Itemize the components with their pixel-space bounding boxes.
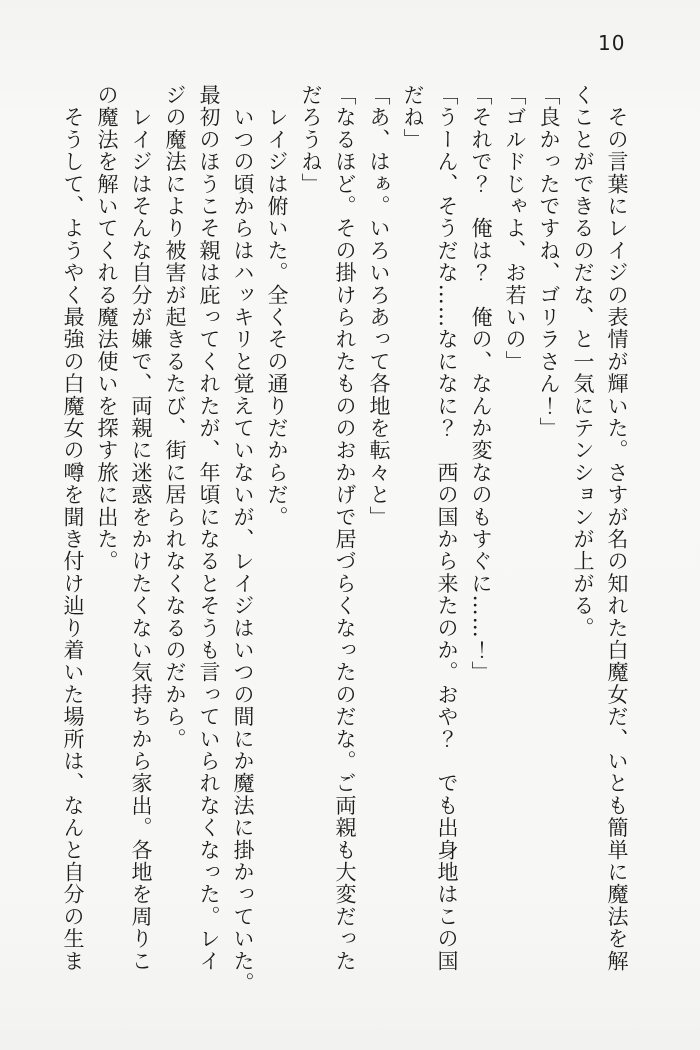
text-column: レイジは俯いた。全くその通りだからだ。	[265, 84, 289, 528]
text-column: 「うーん、そうだな……なになに？ 西の国から来たのか。おや？ でも出身地はこの国	[435, 84, 459, 972]
text-column: そうして、ようやく最強の白魔女の噂を聞き付け辿り着いた場所は、なんと自分の生ま	[61, 84, 85, 973]
text-column: 「ゴルドじゃよ、お若いの」	[503, 84, 527, 373]
text-column: だね」	[401, 84, 425, 151]
text-column: の魔法を解いてくれる魔法使いを探す旅に出た。	[95, 84, 119, 573]
text-column: 「なるほど。その掛けられたもののおかげで居づらくなったのだな。ご両親も大変だった	[333, 84, 357, 972]
text-column: その言葉にレイジの表情が輝いた。さすが名の知れた白魔女だ、いとも簡単に魔法を解	[605, 84, 629, 972]
page-number: 10	[598, 31, 626, 55]
text-column: 最初のほうこそ親は庇ってくれたが、年頃になるとそうも言っていられなくなった。レイ	[197, 84, 221, 972]
text-column: ジの魔法により被害が起きるたび、街に居られなくなるのだから。	[163, 84, 187, 750]
text-column: くことができるのだな、と一気にテンションが上がる。	[571, 84, 595, 639]
text-column: いつの頃からはハッキリと覚えていないが、レイジはいつの間にか魔法に掛かっていた。	[231, 84, 255, 995]
text-column: 「あ、はぁ。いろいろあって各地を転々と」	[367, 84, 391, 528]
vertical-text-body	[56, 84, 634, 995]
text-column: レイジはそんな自分が嫌で、両親に迷惑をかけたくない気持ちから家出。各地を周りこ	[129, 84, 153, 972]
text-column: 「良かったですね、ゴリラさん！」	[537, 84, 561, 440]
text-column: 「それで？ 俺は？ 俺の、なんか変なのもすぐに……！」	[469, 84, 493, 684]
text-column: だろうね」	[299, 84, 323, 195]
